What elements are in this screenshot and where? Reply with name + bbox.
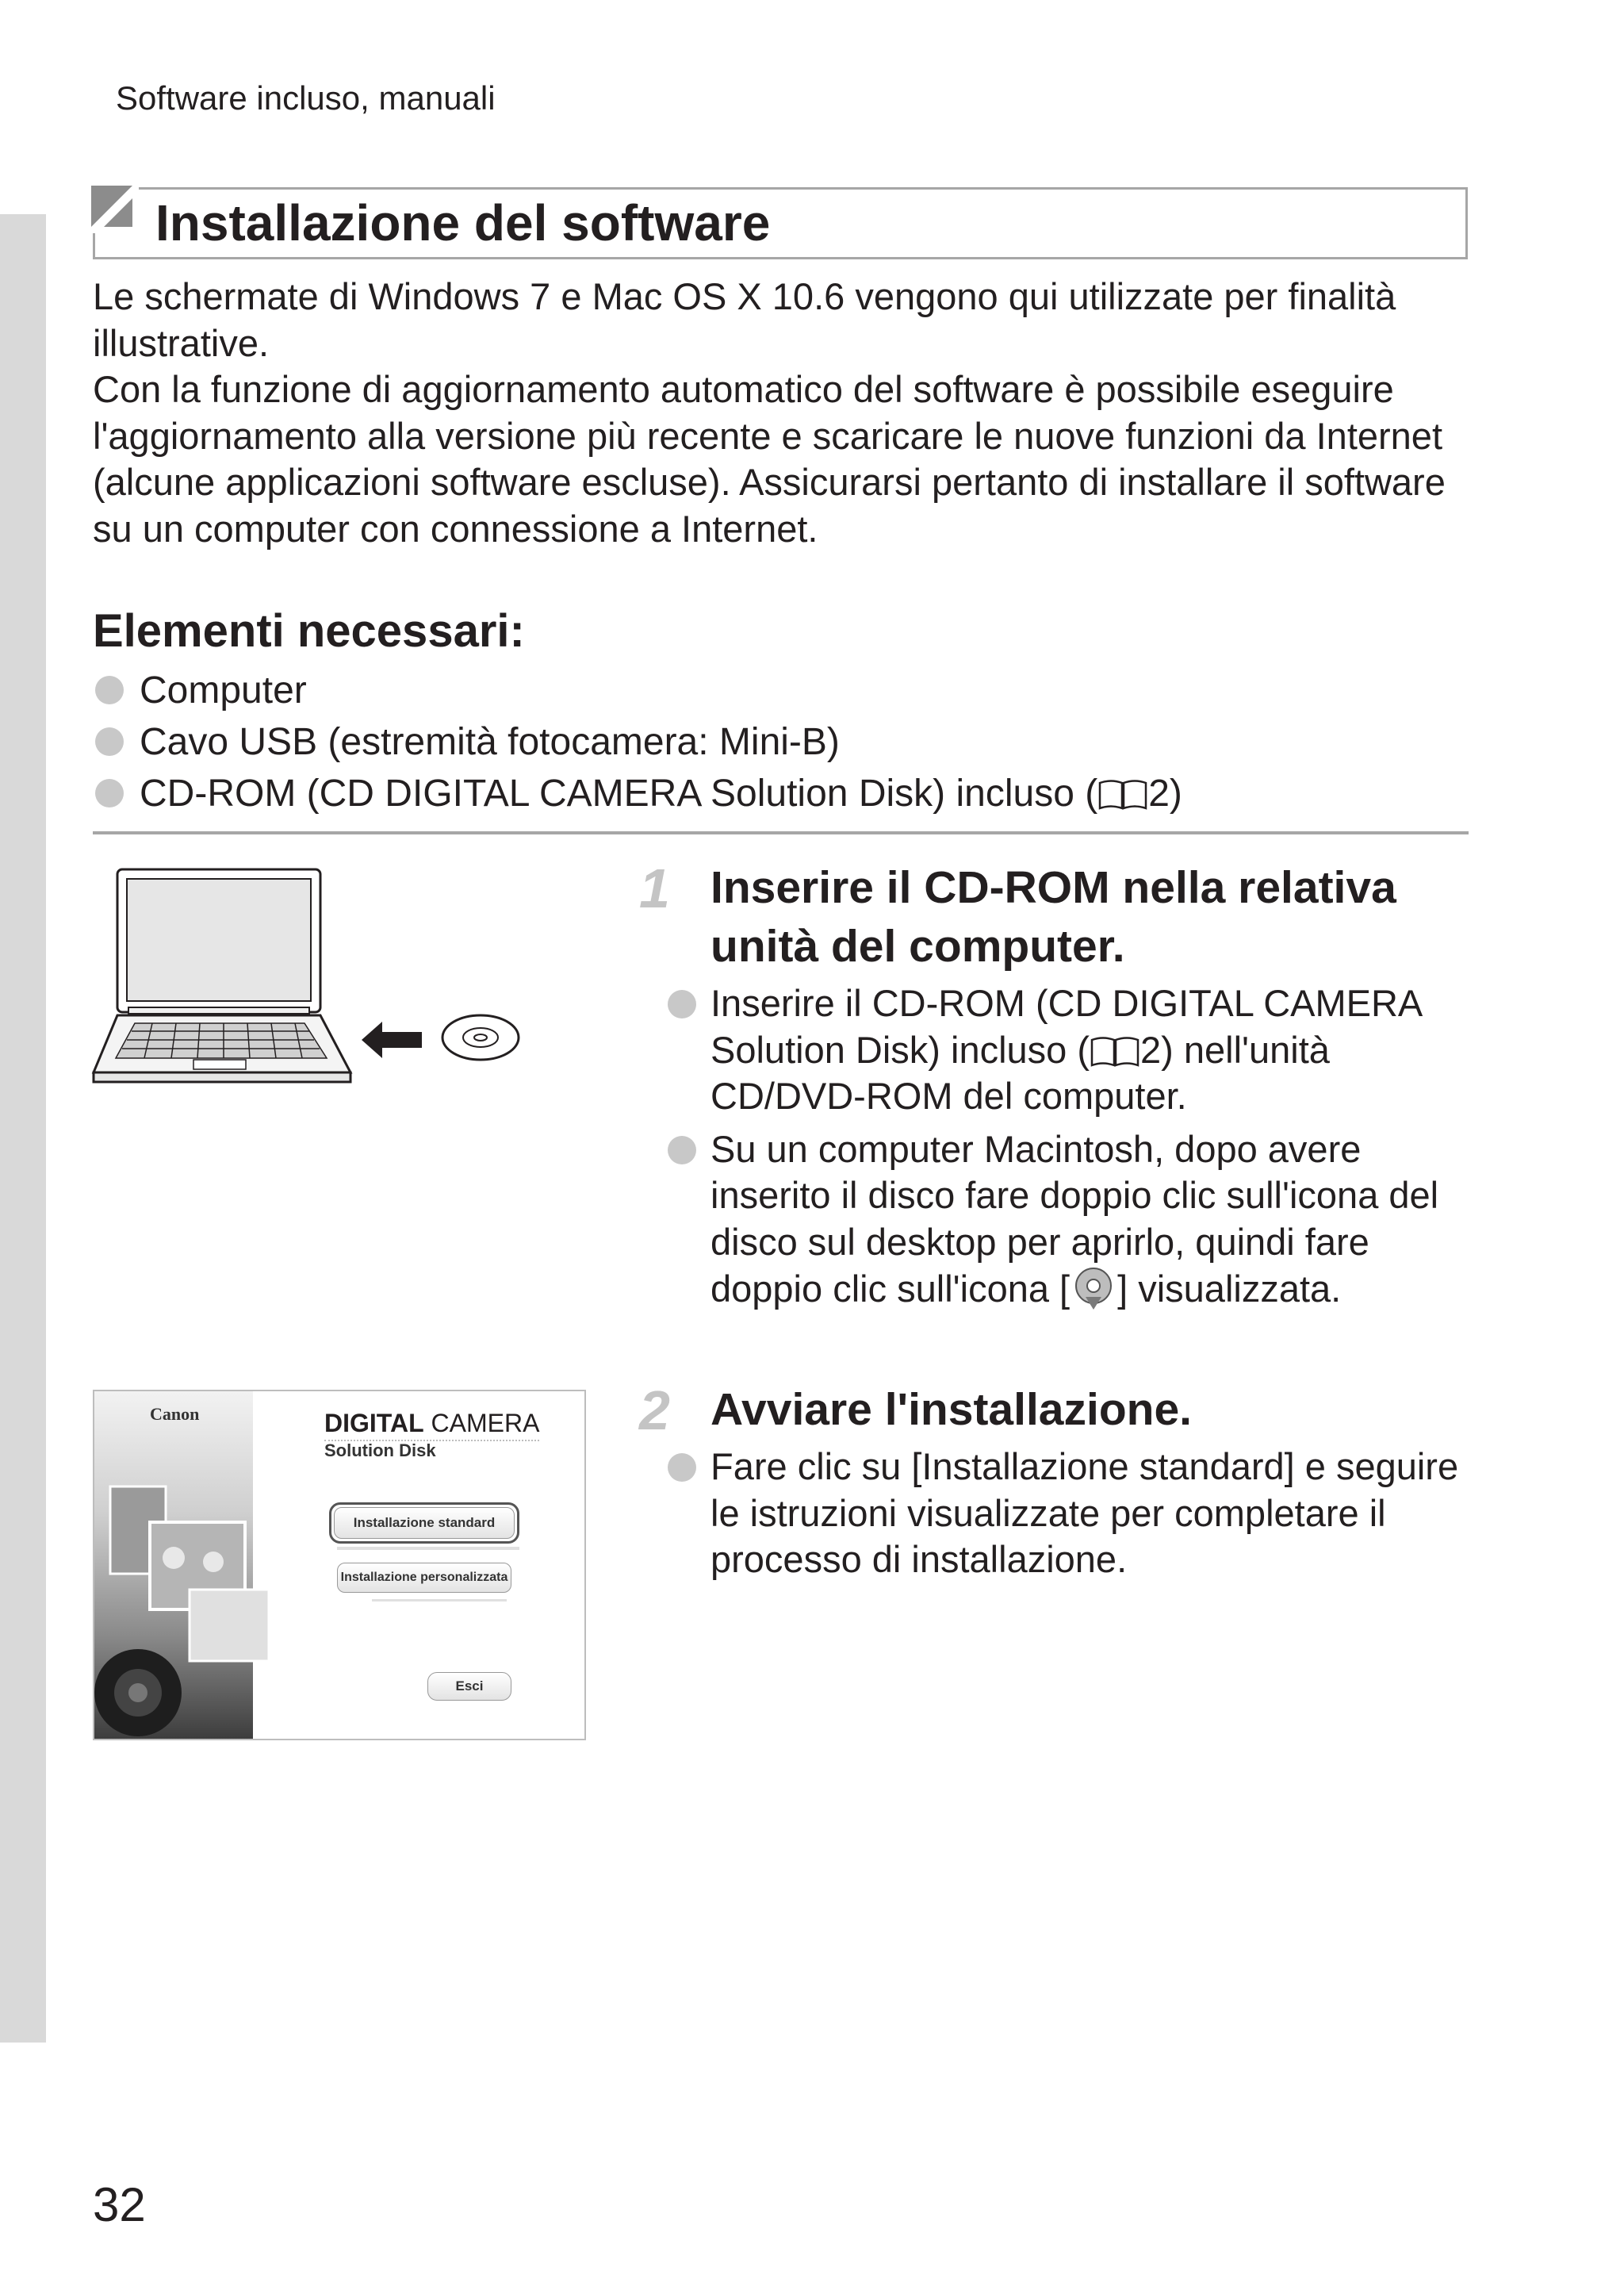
intro-paragraph-2: Con la funzione di aggiornamento automatico del software è possibile eseguire l'aggiornamento alla versione più recente e scaricare le nuove funzioni da Internet (alcune applicazioni software escluse). Assicurarsi pertanto di installare il software su un computer con connessione a Internet. bbox=[93, 368, 1446, 550]
book-reference-icon bbox=[1090, 1036, 1140, 1068]
section-header: Software incluso, manuali bbox=[116, 79, 496, 117]
page-number: 32 bbox=[93, 2178, 146, 2231]
page-title: Installazione del software bbox=[155, 194, 771, 251]
step-1-bullet: Su un computer Macintosh, dopo avere inserito il disco fare doppio clic sull'icona del disco sul desktop per aprirlo, quindi fare doppio clic sull'icona [ ] visualizzata. bbox=[710, 1126, 1472, 1314]
requirements-title: Elementi necessari: bbox=[93, 605, 525, 657]
bullet-icon bbox=[95, 779, 124, 807]
step-2-number: 2 bbox=[639, 1379, 670, 1441]
step-2 bbox=[710, 1380, 1472, 1583]
installer-photo-collage bbox=[94, 1391, 269, 1740]
bullet-icon bbox=[668, 1136, 696, 1164]
canon-logo: Canon bbox=[150, 1404, 200, 1424]
requirement-item: CD-ROM (CD DIGITAL CAMERA Solution Disk) incluso ( 2) bbox=[93, 768, 1182, 819]
installer-disc-icon bbox=[1070, 1265, 1117, 1313]
step-2-bullet: Fare clic su [Installazione standard] e seguire le istruzioni visualizzate per completare il processo di installazione. bbox=[710, 1444, 1472, 1583]
bullet-icon bbox=[95, 676, 124, 704]
requirement-item: Computer bbox=[93, 665, 1182, 716]
product-subtitle: Solution Disk bbox=[324, 1440, 436, 1460]
install-standard-button[interactable]: Installazione standard bbox=[334, 1507, 515, 1539]
caption-line bbox=[372, 1599, 507, 1601]
bullet-icon bbox=[668, 990, 696, 1018]
caption-line bbox=[337, 1547, 519, 1550]
product-title: DIGITAL CAMERA bbox=[324, 1409, 539, 1441]
installer-screenshot bbox=[93, 1390, 586, 1740]
step-1-number: 1 bbox=[639, 857, 670, 919]
step-1 bbox=[710, 858, 1472, 1313]
step-2-list bbox=[710, 1444, 1472, 1583]
requirements-list bbox=[93, 665, 1182, 819]
intro-text bbox=[93, 274, 1488, 552]
requirement-item: Cavo USB (estremità fotocamera: Mini-B) bbox=[93, 716, 1182, 768]
laptop-cd-illustration bbox=[89, 865, 533, 1095]
book-reference-icon bbox=[1097, 779, 1148, 811]
section-divider bbox=[93, 831, 1469, 834]
bullet-icon bbox=[95, 727, 124, 756]
standard-install-highlight bbox=[329, 1502, 519, 1544]
intro-paragraph-1: Le schermate di Windows 7 e Mac OS X 10.6 vengono qui utilizzate per finalità illustrative. bbox=[93, 275, 1396, 364]
step-2-title: Avviare l'installazione. bbox=[710, 1384, 1193, 1435]
step-1-list bbox=[710, 980, 1472, 1313]
title-corner-decoration bbox=[91, 186, 139, 233]
bullet-icon bbox=[668, 1453, 696, 1482]
chapter-tab-bar bbox=[0, 214, 46, 2043]
step-1-bullet: Inserire il CD-ROM (CD DIGITAL CAMERA Solution Disk) incluso ( 2) nell'unità CD/DVD-ROM del computer. bbox=[710, 980, 1472, 1120]
exit-button[interactable]: Esci bbox=[427, 1672, 511, 1701]
step-1-title: Inserire il CD-ROM nella relativa unità del computer. bbox=[710, 862, 1396, 972]
install-custom-button[interactable]: Installazione personalizzata bbox=[337, 1563, 511, 1593]
